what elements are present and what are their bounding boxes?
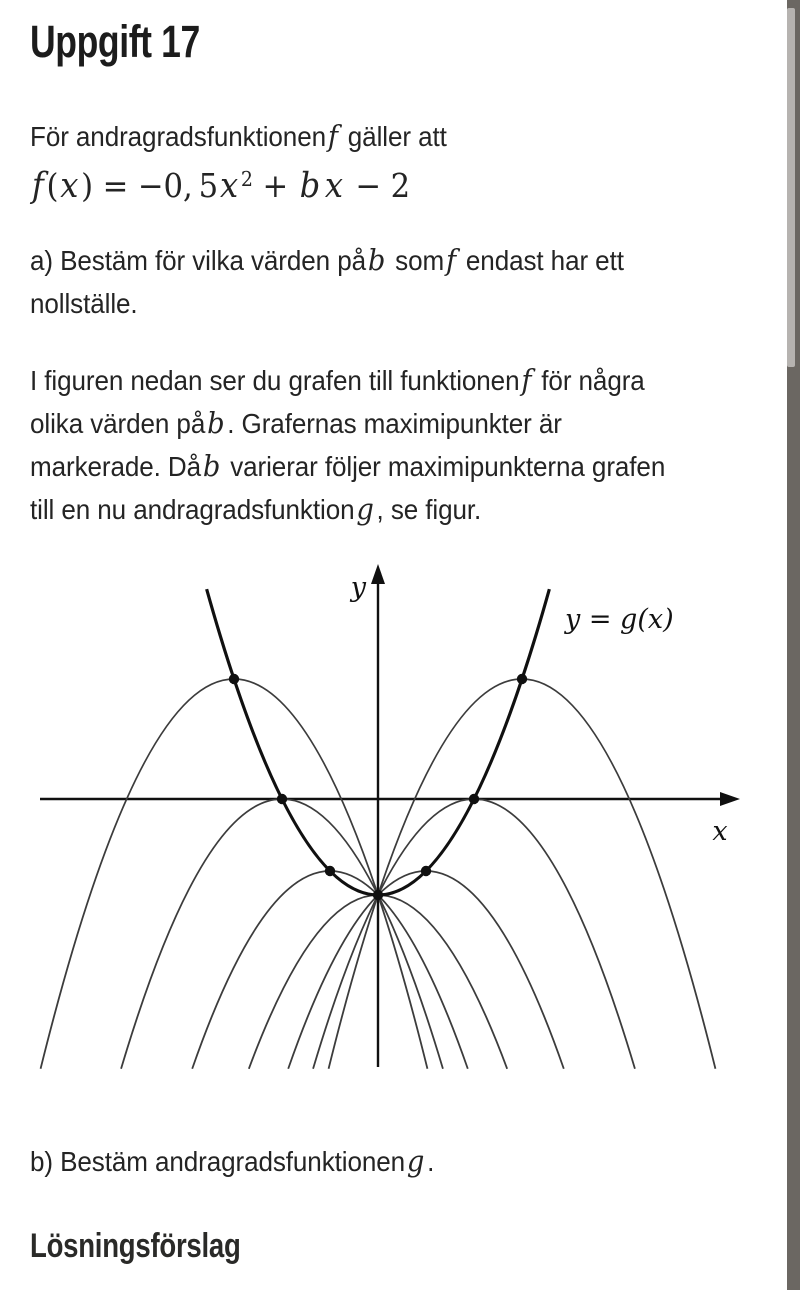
text-run: b) Bestäm andragradsfunktionen xyxy=(30,1146,406,1177)
text-run: som xyxy=(388,245,445,276)
f-parabola xyxy=(288,871,564,1069)
figure-plot xyxy=(0,554,760,1084)
math-variable: b xyxy=(207,406,225,440)
figure-intro-line-1 xyxy=(30,359,734,402)
math-variable: g xyxy=(356,492,374,526)
text-run: a) Bestäm för vilka värden på xyxy=(30,245,366,276)
text-run: För andragradsfunktionen xyxy=(30,121,326,152)
text-run: varierar följer maximipunkterna grafen xyxy=(223,451,666,482)
part-a-line-2 xyxy=(30,282,734,325)
parabola-figure xyxy=(0,554,787,1084)
f-parabola xyxy=(41,679,428,1069)
math-variable: g xyxy=(406,1144,425,1178)
scrollbar-thumb[interactable] xyxy=(787,8,795,367)
part-a-paragraph xyxy=(30,239,787,325)
text-run: olika värden på xyxy=(30,408,206,439)
text-run: till en nu andragradsfunktion xyxy=(30,494,355,525)
f-parabola xyxy=(329,679,716,1069)
math-variable: x xyxy=(60,166,79,206)
figure-intro-line-3 xyxy=(30,445,734,488)
y-axis-label: y xyxy=(350,572,366,603)
text-run: ( xyxy=(46,166,59,205)
part-b-line xyxy=(30,1140,734,1183)
text-run: . Grafernas maximipunkter är xyxy=(227,408,562,439)
y-axis-arrow xyxy=(371,564,385,584)
intro-text-line xyxy=(30,115,734,158)
maximum-point xyxy=(517,674,527,684)
math-variable: f xyxy=(31,166,44,206)
part-a-line-1 xyxy=(30,239,734,282)
text-run: 2 xyxy=(240,167,253,191)
f-parabola xyxy=(313,799,635,1069)
text-run: gäller att xyxy=(340,121,447,152)
figure-intro-line-2 xyxy=(30,402,734,445)
maximum-point xyxy=(325,866,335,876)
curve-label: y = g(x) xyxy=(565,604,674,635)
part-b-paragraph xyxy=(30,1140,787,1183)
text-run: . xyxy=(427,1146,435,1177)
intro-paragraph xyxy=(30,115,787,206)
text-run: + xyxy=(252,166,298,205)
math-variable: f xyxy=(445,243,456,277)
math-variable: x xyxy=(324,166,343,206)
maximum-point xyxy=(469,794,479,804)
x-axis-arrow xyxy=(720,792,740,806)
text-run: I figuren nedan ser du grafen till funktionen xyxy=(30,365,520,396)
solution-heading: Lösningsförslag xyxy=(30,1227,241,1265)
maximum-point xyxy=(373,890,383,900)
math-variable: f xyxy=(521,363,532,397)
text-run: ) = −0, 5 xyxy=(81,166,219,205)
figure-intro-line-4 xyxy=(30,488,734,531)
f-parabola xyxy=(192,871,468,1069)
page-title: Uppgift 17 xyxy=(30,16,200,67)
x-axis-label: x xyxy=(712,816,728,847)
maximum-point xyxy=(277,794,287,804)
text-run: för några xyxy=(534,365,645,396)
text-run: , se figur. xyxy=(376,494,482,525)
math-variable: b xyxy=(299,166,321,206)
math-variable: f xyxy=(327,119,338,153)
f-parabola xyxy=(121,799,443,1069)
maximum-point xyxy=(229,674,239,684)
text-run: endast har ett xyxy=(458,245,624,276)
text-run: − 2 xyxy=(345,166,411,205)
math-variable: b xyxy=(202,449,221,483)
function-formula xyxy=(30,158,734,206)
text-run: nollställe. xyxy=(30,288,138,319)
maximum-point xyxy=(421,866,431,876)
math-variable: b xyxy=(367,243,386,277)
text-run: markerade. Då xyxy=(30,451,202,482)
scrollbar-track[interactable] xyxy=(787,0,800,1290)
figure-intro-paragraph xyxy=(30,359,787,531)
math-variable: x xyxy=(219,166,239,206)
